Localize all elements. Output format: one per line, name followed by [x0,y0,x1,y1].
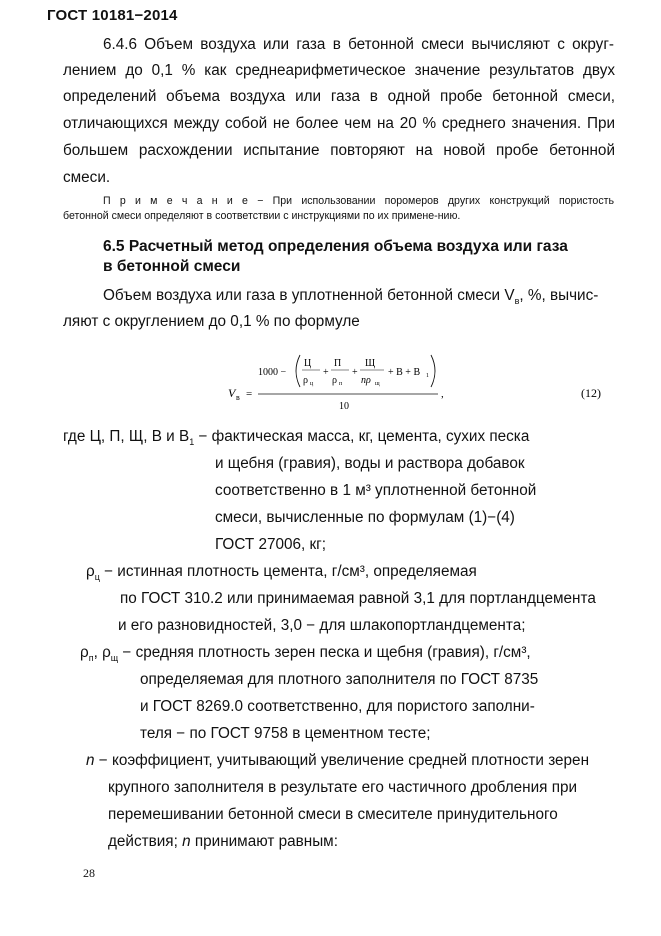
denominator: 10 [339,401,349,412]
definition-cont: определяемая для плотного заполнителя по ГОСТ 8735 [140,671,539,688]
term-p: П [334,358,342,369]
definition-cont: смеси, вычисленные по формулам (1)−(4) [215,509,515,526]
numerator-lead: 1000 − [258,367,287,378]
definition-cont: крупного заполнителя в результате его частичного дробления при [108,779,578,796]
formula-lhs-sub: в [236,393,240,402]
definition-cont: действия; n принимают равным: [108,833,338,850]
paragraph-line: лением до 0,1 % как среднеарифметическое значение результатов двух [63,62,615,79]
document-header: ГОСТ 10181−2014 [47,7,178,24]
intro-line: ляют с округлением до 0,1 % по формуле [63,313,360,330]
intro-line: Объем воздуха или газа в уплотненной бетонной смеси $V_в$, %, вычис- [103,287,599,307]
paragraph-line: смеси. [63,169,111,186]
paragraph-line: отличающихся между собой не более чем на 20 % среднего значения. При [63,115,615,132]
term-b1-sub: 1 [426,373,429,379]
paragraph-line: большем расхождении испытание повторяют на новой пробе бетонной [63,142,615,159]
formula-lhs: V [228,386,236,400]
definition-cont: и ГОСТ 8269.0 соответственно, для пористого заполни- [140,698,535,715]
note-label: П р и м е ч а н и е [103,195,248,207]
left-paren [296,355,300,387]
definition-cont: теля − по ГОСТ 9758 в цементном тесте; [140,725,431,742]
term-sh: Щ [365,358,376,369]
definition-cont: и его разновидностей, 3,0 − для шлакопортландцемента; [118,617,526,634]
definition-cont: перемешивании бетонной смеси в смесителе принудительного [108,806,558,823]
term-n-rho: nρ [361,375,371,386]
section-heading: в бетонной смеси [103,258,241,275]
definition-cont: ГОСТ 27006, кг; [215,536,327,553]
paragraph-line: определений объема воздуха или газа в одной пробе бетонной смеси, [63,88,615,105]
term-b: + В + В [388,367,421,378]
formula-equals: = [246,388,253,400]
paragraph-line: 6.4.6 Объем воздуха или газа в бетонной смеси вычисляют с округ- [103,36,614,53]
right-paren [431,355,435,387]
term-rho-c: ρ [303,375,308,386]
plus-sign: + [323,367,329,378]
formula-comma: , [441,388,444,400]
note-line: П р и м е ч а н и е − При использовании поромеров других конструкций пористость [103,195,614,207]
definition-rho-cement: $\rho_ц$ − истинная плотность цемента, г/см³, определяемая [86,563,477,583]
definition-masses: где Ц, П, Щ, В и $В_1$ − фактическая масса, кг, цемента, сухих песка [63,428,530,448]
formula-12 [220,345,620,415]
term-rho-c-sub: ц [310,381,314,387]
definition-rho-aggregate: $\rho_п$, $\rho_щ$ − средняя плотность зерен песка и щебня (гравия), г/см³, [80,644,531,664]
term-rho-p: ρ [332,375,337,386]
definition-cont: соответственно в 1 м³ уплотненной бетонной [215,482,537,499]
definition-n: n − коэффициент, учитывающий увеличение средней плотности зерен [86,752,590,769]
definition-cont: по ГОСТ 310.2 или принимаемая равной 3,1 для портландцемента [120,590,596,607]
definition-cont: и щебня (гравия), воды и раствора добавок [215,455,525,472]
equation-number: (12) [581,386,601,400]
term-c: Ц [304,358,312,369]
note-line: бетонной смеси определяют в соответствии с инструкциями по их примене-нию. [63,210,461,222]
term-n-rho-sub: щ [375,381,380,387]
plus-sign: + [352,367,358,378]
section-heading: 6.5 Расчетный метод определения объема воздуха или газа [103,238,568,255]
page-number: 28 [83,866,95,880]
term-rho-p-sub: п [339,381,343,387]
